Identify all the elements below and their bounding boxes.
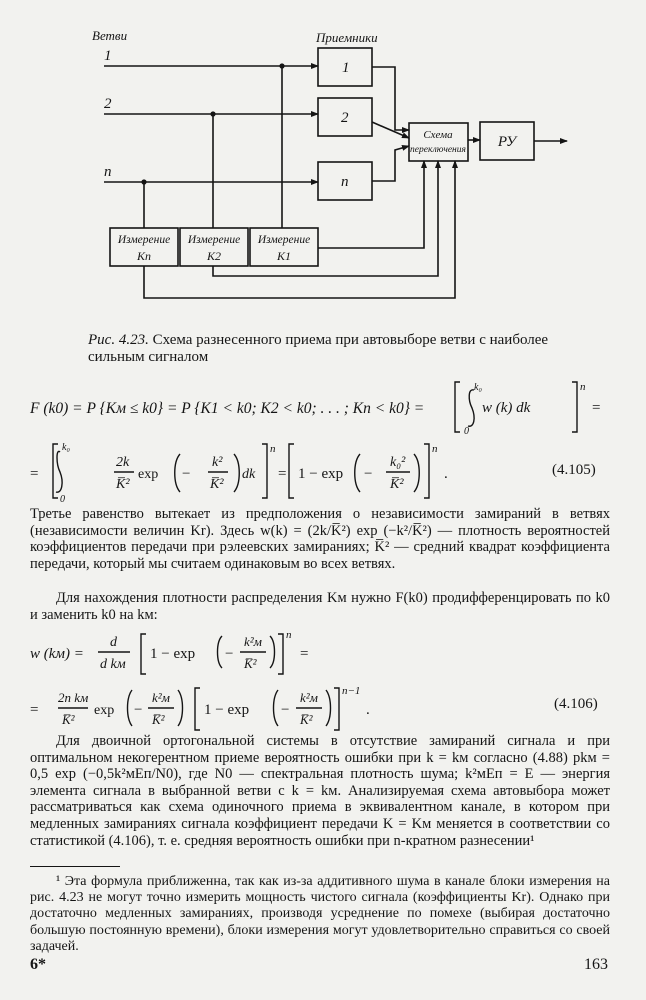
footnote: ¹ Эта формула приближенна, так как из-за аддитивного шума в канале блоки измерения на рис. 4.23 не могут точно измерить мощность чистого сигнала (коэффициенты Kr). Однако при достаточно медленных замираниях, производя усреднение по помехе (выбирая достаточно большую постоянную времени), блоки измерения могут удовлетворительно справиться со своей задачей. [30,874,610,954]
svg-text:−: − [225,646,234,662]
svg-text:−: − [182,466,191,482]
svg-text:−: − [364,466,373,482]
svg-text:d: d [110,635,117,650]
branch-number: 1 [104,48,112,64]
page-number: 163 [584,956,608,973]
svg-text:−: − [134,702,143,718]
svg-text:0: 0 [60,494,65,504]
svg-text:dk: dk [242,467,256,482]
svg-text:k₀: k₀ [474,382,482,393]
signature-mark: 6* [30,956,46,973]
measure-title: Измерение [187,234,241,246]
receiver-label: n [341,174,349,190]
svg-text:k²: k² [212,455,223,470]
svg-text:K̅²: K̅² [300,712,313,727]
measure-k: K1 [276,249,292,263]
svg-text:=: = [278,466,287,482]
svg-text:k₀: k₀ [62,442,70,453]
svg-text:−: − [281,702,290,718]
svg-text:n: n [270,443,276,455]
svg-text:w (k) dk: w (k) dk [482,400,531,416]
svg-text:2k: 2k [116,455,130,470]
branch-number: n [104,164,112,180]
svg-text:exp: exp [138,467,159,482]
svg-text:n: n [286,629,292,641]
svg-text:K̅²: K̅² [116,477,130,492]
svg-text:=: = [30,702,39,718]
svg-text:k₀²: k₀² [390,455,406,470]
svg-text:2n kм: 2n kм [58,690,89,705]
measure-k: Kn [136,249,152,263]
measure-title: Измерение [257,234,311,246]
svg-text:n: n [432,443,438,455]
svg-text:d kм: d kм [100,657,126,672]
svg-text:K̅²: K̅² [152,712,165,727]
paragraph-3: Для двоичной ортогональной системы в отсутствие замираний сигнала и при оптимальном некогерентном приеме вероятность ошибки при k = kм согласно (4.88) pkм = 0,5 exp (−0,5k²мEп/N0), где N0 — спектральная плотность шума; k²мEп = E — энергия элемента сигнала в выбранной ветви с k = kм. Анализируемая схема автовыбора может рассматриваться как схема одиночного приема в эквивалентном канале, в котором при медленных замираниях сигнала коэффициент передачи K = Kм меняется в соответствии со статистикой (4.106), т. е. средняя вероятность ошибки при n-кратном разнесении¹ [30,733,610,849]
measure-title: Измерение [117,234,171,246]
svg-text:.: . [366,702,370,718]
svg-text:k²м: k²м [300,690,318,705]
svg-text:=: = [592,400,601,416]
equation-4-105-rhs [30,438,460,504]
svg-text:K̅²: K̅² [210,477,224,492]
block-diagram [0,0,646,320]
receiver-label: 2 [341,110,349,126]
branch-number: 2 [104,96,112,112]
equation-4-105-lhs: F (k0) = P {Kм ≤ k0} = P {K1 < k0; K2 < k0; . . . ; Kn < k0} = [30,400,425,417]
receiver-label: 1 [342,60,350,76]
caption-text: Схема разнесенного приема при автовыборе ветви с наиболее сильным сигналом [88,332,549,365]
svg-text:k²м: k²м [244,634,262,649]
branches-label: Ветви [92,28,128,43]
paragraph-2: Для нахождения плотности распределения Kм нужно F(k0) продифференцировать по k0 и заменить k0 на kм: [30,590,610,623]
switch-label: переключения [410,145,466,155]
svg-text:n−1: n−1 [342,685,361,697]
svg-text:=: = [300,646,309,662]
svg-text:0: 0 [464,426,469,437]
ru-label: РУ [497,134,517,150]
equation-4-106 [30,628,470,732]
measure-k: K2 [206,249,222,263]
receivers-label: Приемники [316,30,378,45]
equation-4-105-integral [452,378,622,438]
svg-text:.: . [444,466,448,482]
equation-number: (4.106) [554,696,598,712]
svg-text:k²м: k²м [152,690,170,705]
figure-caption [88,332,558,366]
svg-text:n: n [580,381,586,393]
svg-text:K̅²: K̅² [62,712,75,727]
svg-text:1 − exp: 1 − exp [150,646,196,662]
svg-text:exp: exp [94,703,115,718]
svg-text:w (kм) =: w (kм) = [30,646,84,662]
switch-label: Схема [423,129,453,141]
footnote-rule [30,866,120,867]
svg-text:K̅²: K̅² [390,477,404,492]
equation-number: (4.105) [552,462,596,478]
paragraph-1: Третье равенство вытекает из предположения о независимости замираний в ветвях (независимости величин Kr). Здесь w(k) = (2k/K̅²) exp (−k²/K̅²) — плотность вероятностей коэффициентов передачи при рэлеевских замираниях; K̅² — средний квадрат коэффициента передачи, который мы считаем одинаковым во всех ветвях. [30,506,610,572]
caption-label: Рис. 4.23. [88,332,149,348]
svg-text:1 − exp: 1 − exp [298,466,344,482]
svg-text:=: = [30,466,39,482]
svg-text:1 − exp: 1 − exp [204,702,250,718]
svg-text:K̅²: K̅² [244,656,257,671]
